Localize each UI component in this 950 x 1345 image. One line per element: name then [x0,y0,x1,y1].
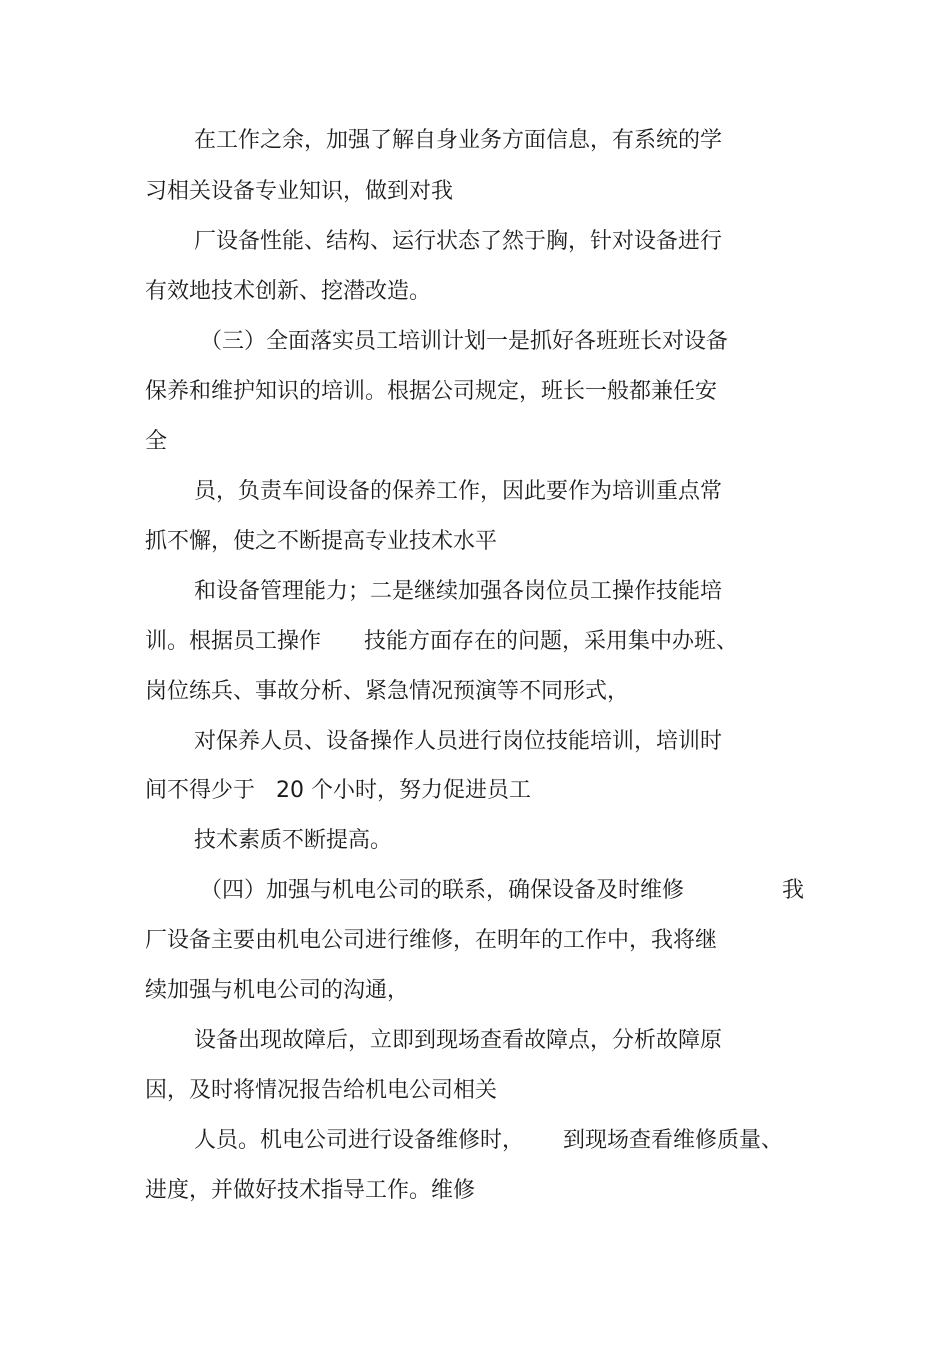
text-line-14a: 间不得少于 [145,778,256,803]
text-line-4: 有效地技术创新、挖潜改造。 [145,279,432,304]
text-line-7: 全 [145,429,168,454]
text-line-1: 在工作之余，加强了解自身业务方面信息，有系统的学 [194,128,723,153]
text-line-20: 因，及时将情况报告给机电公司相关 [145,1078,498,1103]
text-line-8: 员，负责车间设备的保养工作，因此要作为培训重点常 [194,479,723,504]
text-line-3: 厂设备性能、结构、运行状态了然于胸，针对设备进行 [194,229,723,254]
text-line-10: 和设备管理能力；二是继续加强各岗位员工操作技能培 [194,579,723,604]
text-line-16b: 我 [782,878,805,903]
text-line-13: 对保养人员、设备操作人员进行岗位技能培训，培训时 [194,729,723,754]
text-line-21b: 到现场查看维修质量、 [563,1128,784,1153]
text-line-19: 设备出现故障后，立即到现场查看故障点，分析故障原 [194,1028,723,1053]
text-line-15: 技术素质不断提高。 [194,828,393,853]
text-line-22: 进度，并做好技术指导工作。维修 [145,1178,476,1203]
text-line-6: 保养和维护知识的培训。根据公司规定，班长一般都兼任安 [145,379,718,404]
section-heading-4: （四）加强与机电公司的联系，确保设备及时维修 [200,878,685,903]
text-line-12: 岗位练兵、事故分析、紧急情况预演等不同形式， [145,679,630,704]
text-line-14b: 20 个小时，努力促进员工 [276,778,531,803]
text-line-17: 厂设备主要由机电公司进行维修，在明年的工作中，我将继 [145,928,718,953]
text-line-2: 习相关设备专业知识，做到对我 [145,179,454,204]
text-line-11a: 训。根据员工操作 [145,629,322,654]
section-heading-3: （三）全面落实员工培训计划一是抓好各班班长对设备 [200,329,729,354]
text-line-18: 续加强与机电公司的沟通， [145,978,410,1003]
text-line-11b: 技能方面存在的问题，采用集中办班、 [364,629,739,654]
text-line-21a: 人员。机电公司进行设备维修时， [194,1128,525,1153]
text-line-9: 抓不懈，使之不断提高专业技术水平 [145,529,498,554]
